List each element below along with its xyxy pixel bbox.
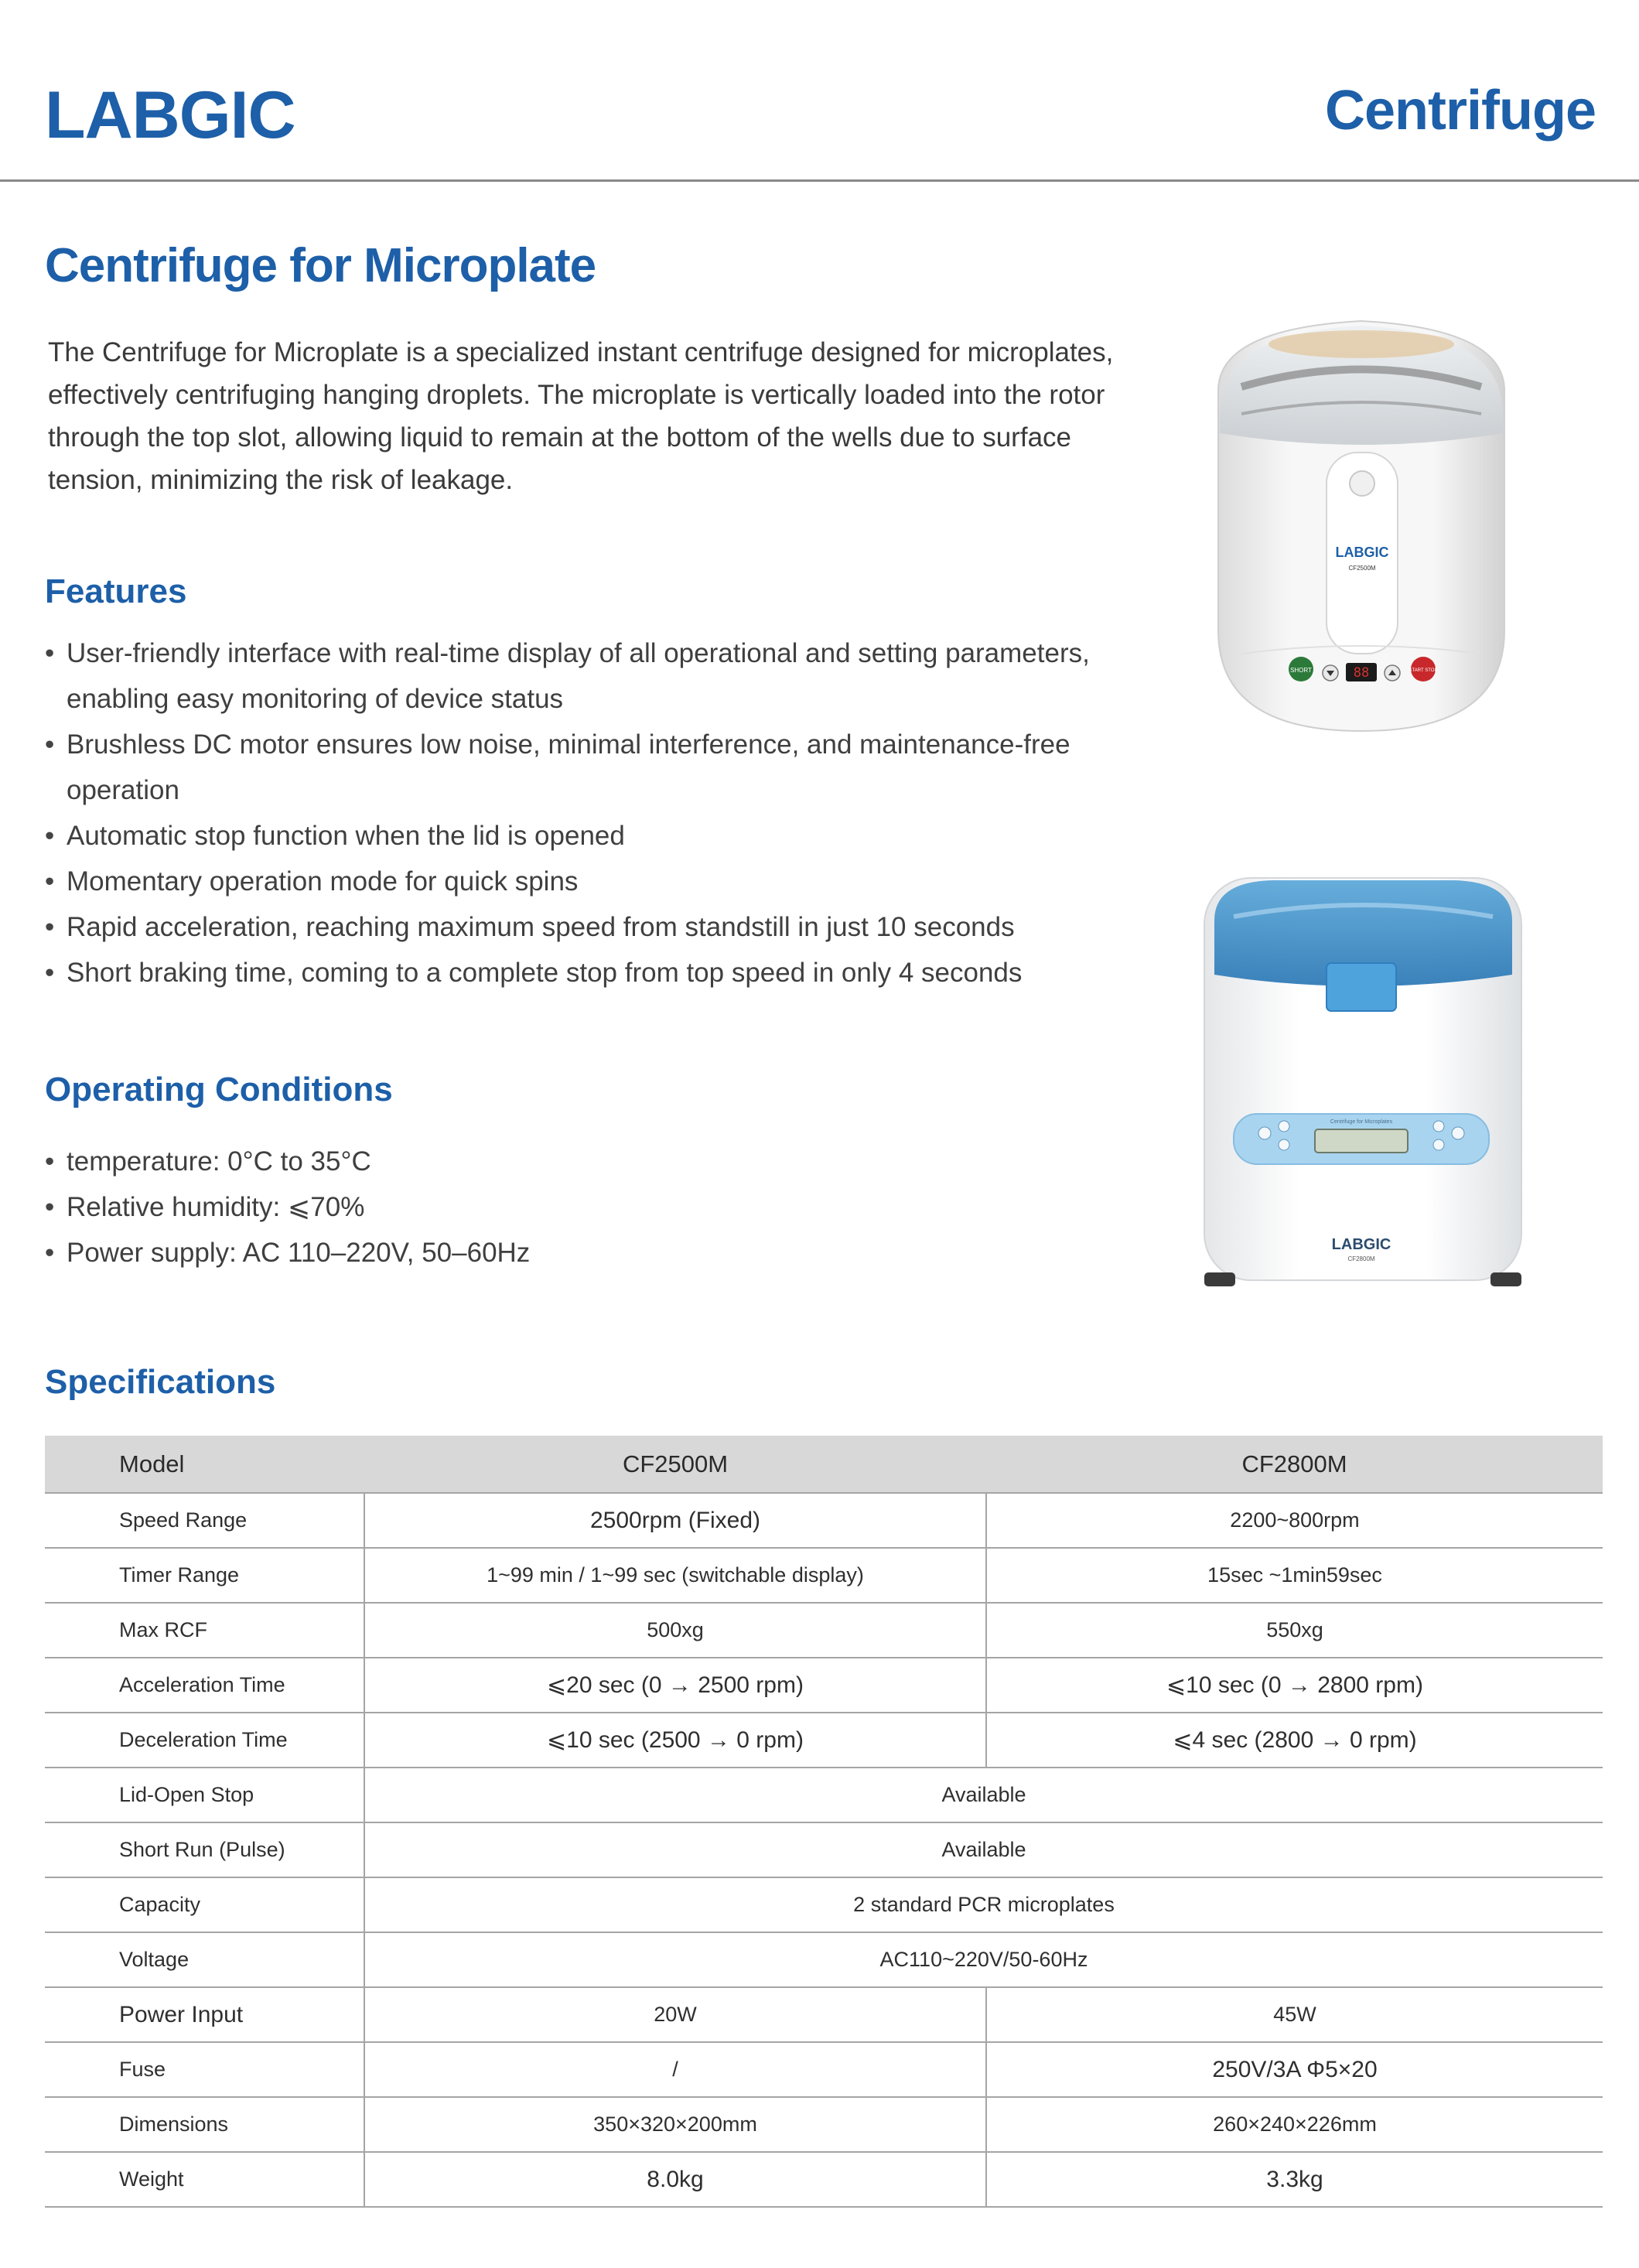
condition-item: • temperature: 0°C to 35°C	[45, 1139, 530, 1184]
cell: Available	[364, 1822, 1603, 1877]
cf2800m-model-label: CF2800M	[1347, 1255, 1375, 1262]
cell: 15sec ~1min59sec	[986, 1548, 1603, 1603]
row-label: Dimensions	[45, 2097, 364, 2152]
column-header: CF2800M	[986, 1436, 1603, 1493]
table-row	[45, 1493, 1603, 1548]
cell: 250V/3A Φ5×20	[986, 2042, 1603, 2097]
cell: 45W	[986, 1987, 1603, 2042]
display-readout: 88	[1353, 665, 1370, 681]
brand-logo: LABGIC	[45, 78, 295, 152]
cell: 350×320×200mm	[364, 2097, 986, 2152]
feature-item: • User-friendly interface with real-time display of all operational and setting parameters, enabling easy monitoring of device status	[45, 630, 1128, 722]
panel-button[interactable]	[1452, 1127, 1464, 1139]
table-row	[45, 1987, 1603, 2042]
panel-button[interactable]	[1433, 1139, 1444, 1150]
cell: Available	[364, 1768, 1603, 1822]
row-label: Voltage	[45, 1932, 364, 1987]
row-label: Weight	[45, 2152, 364, 2207]
panel-button[interactable]	[1258, 1127, 1271, 1139]
table-row	[45, 1548, 1603, 1603]
cell: 260×240×226mm	[986, 2097, 1603, 2152]
feature-item: • Rapid acceleration, reaching maximum speed from standstill in just 10 seconds	[45, 904, 1128, 950]
table-row	[45, 1603, 1603, 1658]
table-row	[45, 2152, 1603, 2207]
condition-item: • Power supply: AC 110–220V, 50–60Hz	[45, 1230, 530, 1276]
cell: 1~99 min / 1~99 sec (switchable display)	[364, 1548, 986, 1603]
row-label: Fuse	[45, 2042, 364, 2097]
conditions-heading: Operating Conditions	[45, 1071, 393, 1108]
feature-item: • Momentary operation mode for quick spins	[45, 859, 1128, 904]
panel-button[interactable]	[1279, 1121, 1289, 1132]
cell: ⩽4 sec (2800 → 0 rpm)	[986, 1713, 1603, 1768]
cell: 2500rpm (Fixed)	[364, 1493, 986, 1548]
row-label: Short Run (Pulse)	[45, 1822, 364, 1877]
header-divider	[0, 179, 1639, 182]
cell: /	[364, 2042, 986, 2097]
column-header: CF2500M	[364, 1436, 986, 1493]
cell: ⩽20 sec (0 → 2500 rpm)	[364, 1658, 986, 1713]
page-title: Centrifuge for Microplate	[45, 239, 596, 292]
specifications-table	[45, 1436, 1603, 2208]
cf2500m-brand-label: LABGIC	[1335, 545, 1389, 560]
table-row	[45, 1713, 1603, 1768]
cell: 550xg	[986, 1603, 1603, 1658]
panel-title: Centrifuge for Microplates	[1330, 1119, 1393, 1125]
lid-latch[interactable]	[1327, 963, 1396, 1011]
features-list	[45, 630, 1128, 996]
features-heading: Features	[45, 572, 187, 610]
row-label: Deceleration Time	[45, 1713, 364, 1768]
table-row	[45, 2042, 1603, 2097]
panel-button[interactable]	[1433, 1121, 1444, 1132]
row-label: Lid-Open Stop	[45, 1768, 364, 1822]
cell: 8.0kg	[364, 2152, 986, 2207]
cell: 2 standard PCR microplates	[364, 1877, 1603, 1932]
cell: AC110~220V/50-60Hz	[364, 1932, 1603, 1987]
row-label: Max RCF	[45, 1603, 364, 1658]
conditions-list	[45, 1139, 530, 1276]
table-row	[45, 2097, 1603, 2152]
column-header: Model	[45, 1436, 364, 1493]
cell: 3.3kg	[986, 2152, 1603, 2207]
table-row	[45, 1658, 1603, 1713]
table-row	[45, 1932, 1603, 1987]
row-label: Speed Range	[45, 1493, 364, 1548]
feature-item: • Short braking time, coming to a complete stop from top speed in only 4 seconds	[45, 950, 1128, 996]
cell: 2200~800rpm	[986, 1493, 1603, 1548]
table-row	[45, 1768, 1603, 1822]
table-header-row	[45, 1436, 1603, 1493]
row-label: Power Input	[45, 1987, 364, 2042]
feature-item: • Brushless DC motor ensures low noise, minimal interference, and maintenance-free operation	[45, 722, 1128, 813]
table-row	[45, 1822, 1603, 1877]
intro-paragraph: The Centrifuge for Microplate is a specialized instant centrifuge designed for microplates, effectively centrifuging hanging droplets. The microplate is vertically loaded into the rotor through the top slot, allowing liquid to remain at the bottom of the wells due to surface tension, minimizing the risk of leakage.	[48, 337, 1114, 495]
cell: 500xg	[364, 1603, 986, 1658]
cf2500m-model-label: CF2500M	[1348, 565, 1376, 572]
row-label: Acceleration Time	[45, 1658, 364, 1713]
lcd-display	[1315, 1129, 1408, 1153]
cell: ⩽10 sec (0 → 2800 rpm)	[986, 1658, 1603, 1713]
row-label: Capacity	[45, 1877, 364, 1932]
table-row	[45, 1877, 1603, 1932]
start-stop-label: START STOP	[1409, 668, 1438, 673]
condition-item: • Relative humidity: ⩽70%	[45, 1184, 530, 1230]
feature-item: • Automatic stop function when the lid is opened	[45, 813, 1128, 859]
row-label: Timer Range	[45, 1548, 364, 1603]
cf2800m-product-image	[1187, 874, 1535, 1303]
specifications-heading: Specifications	[45, 1363, 276, 1401]
cell: ⩽10 sec (2500 → 0 rpm)	[364, 1713, 986, 1768]
cell: 20W	[364, 1987, 986, 2042]
cf2500m-product-image	[1187, 298, 1535, 739]
category-title: Centrifuge	[1325, 80, 1596, 142]
panel-button[interactable]	[1279, 1139, 1289, 1150]
cf2800m-brand-label: LABGIC	[1331, 1236, 1391, 1253]
short-button-label: SHORT	[1290, 667, 1312, 674]
